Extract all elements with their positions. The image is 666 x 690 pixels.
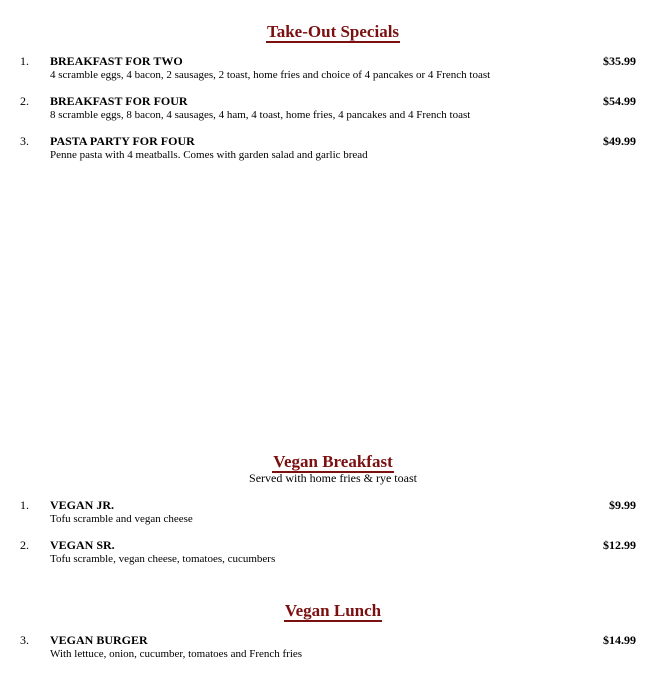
item-price: $54.99 bbox=[603, 94, 636, 108]
item-price: $9.99 bbox=[609, 498, 636, 512]
item-description: 4 scramble eggs, 4 bacon, 2 sausages, 2 toast, home fries and choice of 4 pancakes or 4 French toast bbox=[50, 69, 491, 81]
item-name: VEGAN JR. bbox=[50, 498, 115, 512]
menu-item-vegan-jr bbox=[0, 498, 666, 528]
item-price: $49.99 bbox=[603, 134, 636, 148]
vegan-lunch-section-title bbox=[0, 601, 666, 622]
item-name: BREAKFAST FOR FOUR bbox=[50, 94, 188, 108]
item-description: With lettuce, onion, cucumber, tomatoes and French fries bbox=[50, 648, 303, 660]
item-number: 3. bbox=[20, 633, 29, 647]
menu-item-vegan-burger bbox=[0, 633, 666, 663]
item-description: 8 scramble eggs, 8 bacon, 4 sausages, 4 ham, 4 toast, home fries, 4 pancakes and 4 French toast bbox=[50, 109, 471, 121]
item-name: VEGAN SR. bbox=[50, 538, 115, 552]
item-price: $12.99 bbox=[603, 538, 636, 552]
item-description: Penne pasta with 4 meatballs. Comes with garden salad and garlic bread bbox=[50, 149, 368, 161]
item-number: 1. bbox=[20, 54, 29, 68]
item-number: 2. bbox=[20, 538, 29, 552]
vegan-breakfast-section-title-text: Vegan Breakfast bbox=[273, 452, 393, 471]
menu-item-breakfast-for-two bbox=[0, 54, 666, 84]
item-name: BREAKFAST FOR TWO bbox=[50, 54, 183, 68]
menu-item-vegan-sr bbox=[0, 538, 666, 568]
item-price: $14.99 bbox=[603, 633, 636, 647]
item-name: PASTA PARTY FOR FOUR bbox=[50, 134, 195, 148]
item-price: $35.99 bbox=[603, 54, 636, 68]
item-number: 3. bbox=[20, 134, 29, 148]
menu-item-breakfast-for-four bbox=[0, 94, 666, 124]
menu-item-pasta-party-for-four bbox=[0, 134, 666, 164]
vegan-breakfast-subtitle: Served with home fries & rye toast bbox=[249, 471, 417, 485]
item-number: 2. bbox=[20, 94, 29, 108]
vegan-breakfast-section-title bbox=[0, 452, 666, 473]
item-number: 1. bbox=[20, 498, 29, 512]
takeout-section-title bbox=[0, 22, 666, 43]
vegan-lunch-section-title-text: Vegan Lunch bbox=[284, 601, 382, 620]
item-name: VEGAN BURGER bbox=[50, 633, 148, 647]
item-description: Tofu scramble, vegan cheese, tomatoes, cucumbers bbox=[50, 553, 276, 565]
takeout-section-title-text: Take-Out Specials bbox=[266, 22, 400, 41]
item-description: Tofu scramble and vegan cheese bbox=[50, 513, 193, 525]
